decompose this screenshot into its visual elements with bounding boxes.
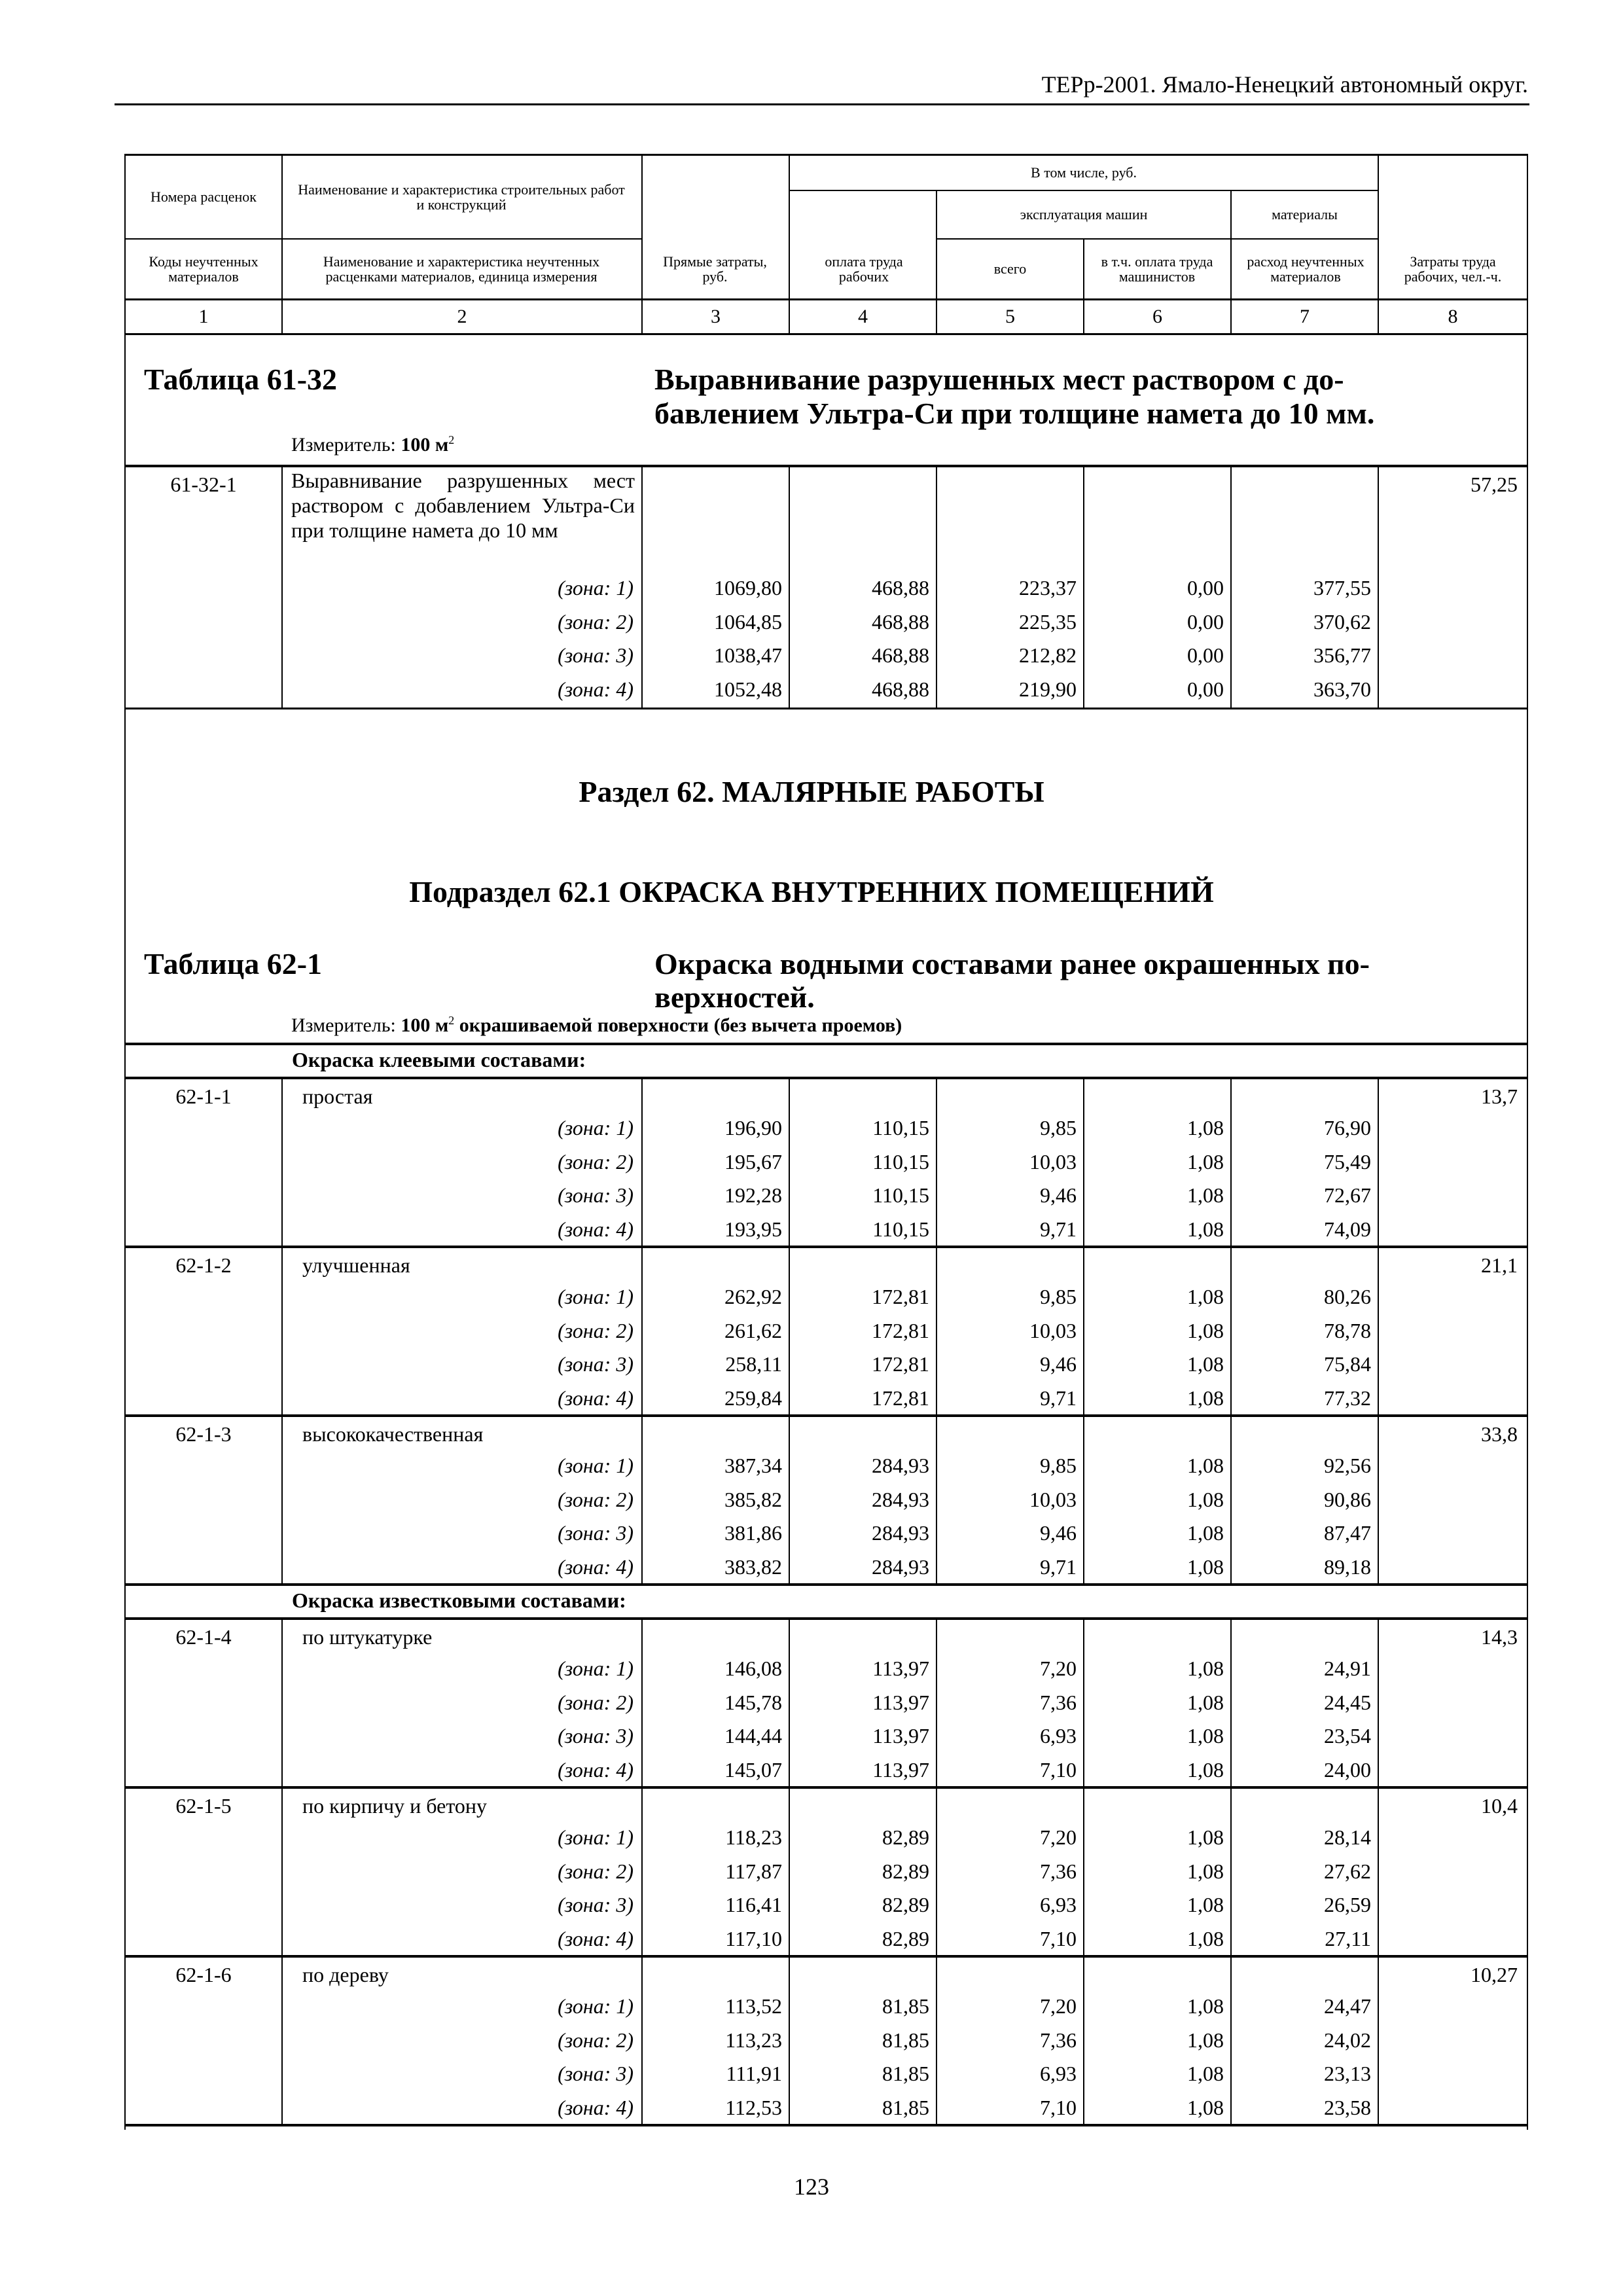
value-machines: 9,46 [1040, 1521, 1077, 1545]
labor-hours: 10,4 [1481, 1794, 1518, 1818]
zone-label: (зона: 3) [558, 1521, 633, 1545]
value-operators: 0,00 [1187, 643, 1224, 667]
value-machines: 223,37 [1019, 576, 1077, 600]
rate-code: 62-1-5 [175, 1794, 232, 1818]
value-machines: 9,46 [1040, 1183, 1077, 1207]
value-direct: 1064,85 [714, 609, 782, 634]
header-col1-bottom: Коды неучтенных материалов [149, 253, 259, 285]
rate-name: простая [302, 1085, 373, 1108]
value-machines: 9,85 [1040, 1116, 1077, 1139]
header-rule [115, 103, 1529, 105]
category-top-rule [124, 1043, 1528, 1045]
zone-label: (зона: 2) [558, 1487, 633, 1511]
header-machines: эксплуатация машин [1020, 206, 1148, 223]
value-operators: 1,08 [1187, 1657, 1224, 1680]
value-labor: 172,81 [872, 1318, 929, 1342]
value-direct: 195,67 [724, 1149, 782, 1174]
value-labor: 468,88 [872, 576, 929, 600]
col-number: 4 [858, 306, 868, 328]
header-col2-bottom: Наименование и характеристика неучтенных расценками материалов, единица измерения [323, 253, 600, 285]
value-operators: 1,08 [1187, 1859, 1224, 1883]
value-direct: 196,90 [724, 1116, 782, 1139]
header-col5: всего [993, 260, 1027, 278]
table-bottom-rule [124, 2124, 1528, 2126]
zone-label: (зона: 1) [558, 1825, 633, 1849]
value-labor: 81,85 [882, 1994, 929, 2018]
value-materials: 72,67 [1324, 1183, 1371, 1207]
value-direct: 385,82 [724, 1487, 782, 1511]
value-materials: 78,78 [1324, 1318, 1371, 1342]
labor-hours: 10,27 [1471, 1963, 1518, 1986]
value-direct: 258,11 [725, 1352, 782, 1376]
value-direct: 117,10 [725, 1926, 782, 1950]
value-materials: 363,70 [1313, 677, 1371, 701]
value-materials: 92,56 [1324, 1454, 1371, 1477]
value-direct: 145,07 [724, 1757, 782, 1782]
zone-label: (зона: 3) [558, 2062, 633, 2085]
zone-label: (зона: 3) [558, 1183, 633, 1207]
value-machines: 10,03 [1029, 1487, 1077, 1511]
col-number: 7 [1300, 306, 1310, 328]
table-61-32-desc-line2: бавлением Ультра-Си при толщине намета до 10 мм. [654, 397, 1375, 430]
value-direct: 193,95 [724, 1217, 782, 1241]
value-labor: 468,88 [872, 609, 929, 634]
value-direct: 118,23 [725, 1825, 782, 1849]
value-operators: 1,08 [1187, 2062, 1224, 2085]
value-materials: 80,26 [1324, 1285, 1371, 1308]
row-top-rule [124, 465, 1528, 467]
row-top-rule [124, 1414, 1528, 1417]
labor-hours: 57,25 [1471, 473, 1518, 496]
column-rule [281, 1617, 283, 1786]
table-62-1-desc-line2: верхностей. [654, 980, 815, 1014]
col-number: 2 [457, 306, 467, 328]
zone-label: (зона: 3) [558, 1893, 633, 1916]
value-materials: 75,84 [1324, 1352, 1371, 1376]
zone-label: (зона: 2) [558, 609, 633, 634]
value-materials: 74,09 [1324, 1217, 1371, 1241]
value-labor: 172,81 [872, 1352, 929, 1376]
subsection-title: Подраздел 62.1 ОКРАСКА ВНУТРЕННИХ ПОМЕЩЕНИЙ [409, 875, 1214, 908]
section-title: Раздел 62. МАЛЯРНЫЕ РАБОТЫ [579, 775, 1044, 808]
value-labor: 172,81 [872, 1285, 929, 1308]
labor-hours: 14,3 [1481, 1625, 1518, 1649]
value-operators: 1,08 [1187, 1690, 1224, 1714]
value-machines: 9,71 [1040, 1217, 1077, 1241]
rate-name: улучшенная [302, 1253, 410, 1277]
value-machines: 7,20 [1040, 1994, 1077, 2018]
rate-name: высококачественная [302, 1422, 484, 1446]
row-top-rule [124, 1077, 1528, 1079]
rate-name: по штукатурке [302, 1625, 433, 1649]
value-labor: 110,15 [872, 1116, 929, 1139]
value-labor: 110,15 [872, 1149, 929, 1174]
labor-hours: 13,7 [1481, 1085, 1518, 1108]
value-machines: 9,85 [1040, 1285, 1077, 1308]
value-direct: 113,52 [725, 1994, 782, 2018]
zone-label: (зона: 4) [558, 677, 633, 701]
zone-label: (зона: 4) [558, 1386, 633, 1410]
zone-label: (зона: 2) [558, 1859, 633, 1883]
value-operators: 1,08 [1187, 1926, 1224, 1950]
zone-label: (зона: 2) [558, 2028, 633, 2052]
rate-code: 62-1-1 [175, 1085, 232, 1108]
value-direct: 262,92 [724, 1285, 782, 1308]
value-operators: 1,08 [1187, 1521, 1224, 1545]
row-bottom-rule [124, 708, 1528, 709]
value-direct: 387,34 [724, 1454, 782, 1477]
value-labor: 82,89 [882, 1893, 929, 1916]
value-operators: 0,00 [1187, 576, 1224, 600]
value-operators: 1,08 [1187, 2028, 1224, 2052]
value-machines: 7,10 [1040, 2095, 1077, 2119]
rate-code: 62-1-2 [175, 1253, 232, 1277]
value-operators: 1,08 [1187, 1487, 1224, 1511]
running-header: ТЕРр-2001. Ямало-Ненецкий автономный округ. [1041, 71, 1528, 98]
value-labor: 284,93 [872, 1454, 929, 1477]
value-materials: 23,13 [1324, 2062, 1371, 2085]
value-labor: 81,85 [882, 2095, 929, 2119]
zone-label: (зона: 4) [558, 1926, 633, 1950]
value-operators: 1,08 [1187, 2095, 1224, 2119]
value-labor: 468,88 [872, 643, 929, 667]
value-operators: 1,08 [1187, 1116, 1224, 1139]
value-direct: 383,82 [724, 1554, 782, 1579]
value-direct: 192,28 [724, 1183, 782, 1207]
value-machines: 6,93 [1040, 1724, 1077, 1748]
value-operators: 0,00 [1187, 677, 1224, 701]
value-operators: 1,08 [1187, 1825, 1224, 1849]
value-materials: 75,49 [1324, 1149, 1371, 1174]
value-direct: 1069,80 [714, 576, 782, 600]
rate-name: Выравнивание разрушенных мест раствором с добавлением Ультра-Си при толщине намета до 10 мм [291, 469, 635, 542]
header-col6: в т.ч. оплата труда машинистов [1101, 253, 1213, 285]
value-operators: 1,08 [1187, 1217, 1224, 1241]
value-labor: 82,89 [882, 1859, 929, 1883]
zone-label: (зона: 3) [558, 1352, 633, 1376]
value-materials: 89,18 [1324, 1554, 1371, 1579]
value-materials: 28,14 [1324, 1825, 1371, 1849]
value-labor: 113,97 [872, 1657, 929, 1680]
row-top-rule [124, 1955, 1528, 1958]
value-machines: 9,71 [1040, 1386, 1077, 1410]
column-rule [281, 1955, 283, 2124]
value-labor: 172,81 [872, 1386, 929, 1410]
header-col8: Затраты труда рабочих, чел.-ч. [1404, 253, 1502, 285]
header-col7: расход неучтенных материалов [1247, 253, 1364, 285]
table-61-32-title: Таблица 61-32 [144, 363, 338, 396]
value-labor: 284,93 [872, 1487, 929, 1511]
value-materials: 24,02 [1324, 2028, 1371, 2052]
zone-label: (зона: 2) [558, 1690, 633, 1714]
value-labor: 110,15 [872, 1183, 929, 1207]
header-including: В том числе, руб. [1031, 164, 1137, 181]
value-machines: 9,71 [1040, 1554, 1077, 1579]
value-materials: 87,47 [1324, 1521, 1371, 1545]
value-machines: 7,36 [1040, 1859, 1077, 1883]
value-machines: 7,10 [1040, 1926, 1077, 1950]
value-operators: 1,08 [1187, 1994, 1224, 2018]
value-labor: 82,89 [882, 1926, 929, 1950]
value-direct: 116,41 [725, 1893, 782, 1916]
zone-label: (зона: 2) [558, 1318, 633, 1342]
category-title: Окраска известковыми составами: [292, 1588, 626, 1612]
zone-label: (зона: 1) [558, 1454, 633, 1477]
header-col3: Прямые затраты, руб. [663, 253, 767, 285]
value-direct: 144,44 [724, 1724, 782, 1748]
col-number: 5 [1005, 306, 1015, 328]
value-materials: 24,91 [1324, 1657, 1371, 1680]
row-top-rule [124, 1617, 1528, 1620]
table-left-border [124, 333, 126, 2130]
value-machines: 7,10 [1040, 1757, 1077, 1782]
rate-code: 61-32-1 [170, 473, 237, 496]
value-direct: 261,62 [724, 1318, 782, 1342]
header-col2-top: Наименование и характеристика строительных работ и конструкций [298, 181, 625, 213]
value-machines: 212,82 [1019, 643, 1077, 667]
value-operators: 1,08 [1187, 1352, 1224, 1376]
rule [124, 333, 1528, 335]
zone-label: (зона: 4) [558, 1554, 633, 1579]
value-operators: 0,00 [1187, 609, 1224, 634]
value-operators: 1,08 [1187, 1386, 1224, 1410]
table-62-1-desc-line1: Окраска водными составами ранее окрашенных по- [654, 947, 1370, 980]
value-materials: 76,90 [1324, 1116, 1371, 1139]
category-top-rule [124, 1583, 1528, 1586]
value-direct: 145,78 [724, 1690, 782, 1714]
table-62-1-title: Таблица 62-1 [144, 947, 323, 980]
row-top-rule [124, 1246, 1528, 1248]
value-machines: 6,93 [1040, 1893, 1077, 1916]
rate-name: по дереву [302, 1963, 389, 1986]
value-machines: 7,20 [1040, 1825, 1077, 1849]
value-direct: 117,87 [725, 1859, 782, 1883]
value-materials: 27,62 [1324, 1859, 1371, 1883]
zone-label: (зона: 1) [558, 1994, 633, 2018]
value-operators: 1,08 [1187, 1757, 1224, 1782]
rule [1527, 154, 1528, 335]
zone-label: (зона: 1) [558, 1657, 633, 1680]
value-materials: 24,00 [1324, 1757, 1371, 1782]
rate-name: по кирпичу и бетону [302, 1794, 488, 1818]
value-labor: 468,88 [872, 677, 929, 701]
zone-label: (зона: 1) [558, 1116, 633, 1139]
column-rule [281, 465, 283, 709]
value-labor: 82,89 [882, 1825, 929, 1849]
table-61-32-measure: Измеритель: 100 $м^2$ [291, 433, 455, 456]
value-operators: 1,08 [1187, 1893, 1224, 1916]
value-labor: 113,97 [872, 1757, 929, 1782]
table-61-32-desc-line1: Выравнивание разрушенных мест раствором с до- [654, 363, 1344, 396]
value-materials: 24,47 [1324, 1994, 1371, 2018]
value-materials: 377,55 [1313, 576, 1371, 600]
zone-label: (зона: 2) [558, 1149, 633, 1174]
value-operators: 1,08 [1187, 1454, 1224, 1477]
labor-hours: 21,1 [1481, 1253, 1518, 1277]
value-machines: 9,46 [1040, 1352, 1077, 1376]
value-direct: 259,84 [724, 1386, 782, 1410]
header-materials: материалы [1272, 206, 1338, 223]
column-rule [281, 1786, 283, 1955]
value-labor: 81,85 [882, 2028, 929, 2052]
column-rule [281, 1246, 283, 1414]
category-title: Окраска клеевыми составами: [292, 1048, 586, 1071]
rate-code: 62-1-4 [175, 1625, 232, 1649]
value-materials: 77,32 [1324, 1386, 1371, 1410]
rate-code: 62-1-3 [175, 1422, 232, 1446]
labor-hours: 33,8 [1481, 1422, 1518, 1446]
value-operators: 1,08 [1187, 1149, 1224, 1174]
value-labor: 110,15 [872, 1217, 929, 1241]
value-machines: 225,35 [1019, 609, 1077, 634]
header-col1-top: Номера расценок [151, 188, 257, 206]
value-operators: 1,08 [1187, 1554, 1224, 1579]
zone-label: (зона: 4) [558, 1757, 633, 1782]
value-materials: 90,86 [1324, 1487, 1371, 1511]
col-number: 3 [711, 306, 721, 328]
value-direct: 111,91 [726, 2062, 782, 2085]
value-operators: 1,08 [1187, 1285, 1224, 1308]
value-labor: 284,93 [872, 1521, 929, 1545]
zone-label: (зона: 4) [558, 1217, 633, 1241]
header-col4: оплата труда рабочих [825, 253, 903, 285]
value-direct: 146,08 [724, 1657, 782, 1680]
value-machines: 219,90 [1019, 677, 1077, 701]
value-machines: 10,03 [1029, 1149, 1077, 1174]
value-materials: 24,45 [1324, 1690, 1371, 1714]
value-machines: 7,36 [1040, 2028, 1077, 2052]
value-direct: 381,86 [724, 1521, 782, 1545]
column-rule [281, 1077, 283, 1246]
value-materials: 23,54 [1324, 1724, 1371, 1748]
value-direct: 1038,47 [714, 643, 782, 667]
value-labor: 81,85 [882, 2062, 929, 2085]
table-62-1-measure: Измеритель: 100 $м^2$ окрашиваемой поверхности (без вычета проемов) [291, 1014, 902, 1036]
table-right-border [1527, 333, 1528, 2130]
col-number: 1 [198, 306, 209, 328]
value-materials: 370,62 [1313, 609, 1371, 634]
value-labor: 113,97 [872, 1724, 929, 1748]
value-machines: 7,20 [1040, 1657, 1077, 1680]
value-materials: 356,77 [1313, 643, 1371, 667]
row-top-rule [124, 1786, 1528, 1789]
value-machines: 10,03 [1029, 1318, 1077, 1342]
value-materials: 27,11 [1325, 1926, 1371, 1950]
col-number: 6 [1152, 306, 1162, 328]
value-materials: 26,59 [1324, 1893, 1371, 1916]
value-machines: 6,93 [1040, 2062, 1077, 2085]
page-number: 123 [794, 2174, 829, 2200]
value-operators: 1,08 [1187, 1724, 1224, 1748]
zone-label: (зона: 1) [558, 576, 633, 600]
value-direct: 113,23 [725, 2028, 782, 2052]
zone-label: (зона: 1) [558, 1285, 633, 1308]
rate-code: 62-1-6 [175, 1963, 232, 1986]
value-machines: 9,85 [1040, 1454, 1077, 1477]
value-machines: 7,36 [1040, 1690, 1077, 1714]
zone-label: (зона: 3) [558, 643, 633, 667]
value-materials: 23,58 [1324, 2095, 1371, 2119]
column-rule [281, 1414, 283, 1583]
col-number: 8 [1448, 306, 1458, 328]
value-operators: 1,08 [1187, 1318, 1224, 1342]
value-direct: 112,53 [725, 2095, 782, 2119]
value-direct: 1052,48 [714, 677, 782, 701]
value-labor: 113,97 [872, 1690, 929, 1714]
value-labor: 284,93 [872, 1554, 929, 1579]
zone-label: (зона: 3) [558, 1724, 633, 1748]
value-operators: 1,08 [1187, 1183, 1224, 1207]
column-rule [1378, 465, 1379, 709]
zone-label: (зона: 4) [558, 2095, 633, 2119]
